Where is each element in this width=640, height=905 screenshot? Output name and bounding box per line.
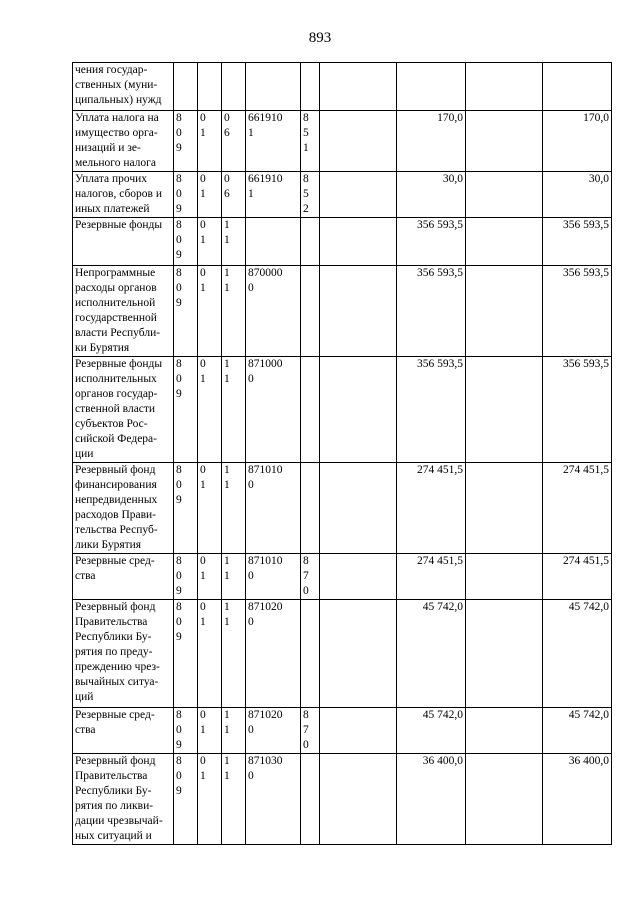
amount-col-3 (466, 172, 543, 218)
expense-type-code: 8 7 0 (301, 708, 320, 754)
amount-col-3 (466, 554, 543, 600)
row-name: Резервные сред- ства (73, 554, 174, 600)
article-code: 661910 1 (246, 172, 301, 218)
article-code (246, 63, 301, 111)
row-name: Резервные фонды (73, 218, 174, 266)
amount-col-2 (397, 63, 466, 111)
row-name: Резервные фонды исполнительных органов государ- ственной власти субъектов Рос- сийской Федера- ции (73, 357, 174, 463)
amount-col-2: 30,0 (397, 172, 466, 218)
amount-col-1 (320, 754, 397, 845)
amount-col-1 (320, 357, 397, 463)
table-row (73, 218, 612, 266)
amount-col-1 (320, 463, 397, 554)
amount-col-2: 274 451,5 (397, 554, 466, 600)
ministry-code: 8 0 9 (174, 554, 198, 600)
amount-col-2: 356 593,5 (397, 218, 466, 266)
section-code: 0 1 (198, 708, 222, 754)
page-number: 893 (308, 30, 332, 46)
amount-col-1 (320, 63, 397, 111)
amount-col-1 (320, 600, 397, 708)
expense-type-code (301, 600, 320, 708)
section-code: 0 1 (198, 172, 222, 218)
subsection-code: 1 1 (222, 600, 246, 708)
article-code: 871010 0 (246, 554, 301, 600)
amount-col-4: 356 593,5 (543, 357, 612, 463)
amount-col-4: 274 451,5 (543, 463, 612, 554)
amount-col-4: 356 593,5 (543, 266, 612, 357)
section-code: 0 1 (198, 600, 222, 708)
amount-col-2: 170,0 (397, 111, 466, 172)
table-row (73, 357, 612, 463)
expense-type-code: 8 5 2 (301, 172, 320, 218)
expense-type-code: 8 5 1 (301, 111, 320, 172)
amount-col-2: 36 400,0 (397, 754, 466, 845)
ministry-code: 8 0 9 (174, 754, 198, 845)
subsection-code: 1 1 (222, 218, 246, 266)
section-code: 0 1 (198, 554, 222, 600)
amount-col-3 (466, 754, 543, 845)
section-code (198, 63, 222, 111)
ministry-code: 8 0 9 (174, 111, 198, 172)
amount-col-2: 356 593,5 (397, 357, 466, 463)
table-row (73, 463, 612, 554)
article-code: 871000 0 (246, 357, 301, 463)
row-name: Резервные сред- ства (73, 708, 174, 754)
article-code (246, 218, 301, 266)
section-code: 0 1 (198, 357, 222, 463)
article-code: 871030 0 (246, 754, 301, 845)
ministry-code: 8 0 9 (174, 266, 198, 357)
table-row (73, 266, 612, 357)
amount-col-4: 45 742,0 (543, 708, 612, 754)
ministry-code: 8 0 9 (174, 218, 198, 266)
amount-col-1 (320, 218, 397, 266)
amount-col-4: 356 593,5 (543, 218, 612, 266)
amount-col-1 (320, 266, 397, 357)
subsection-code: 0 6 (222, 111, 246, 172)
subsection-code: 1 1 (222, 266, 246, 357)
ministry-code (174, 63, 198, 111)
table-row (73, 111, 612, 172)
table-row (73, 754, 612, 845)
section-code: 0 1 (198, 266, 222, 357)
ministry-code: 8 0 9 (174, 463, 198, 554)
amount-col-3 (466, 63, 543, 111)
ministry-code: 8 0 9 (174, 708, 198, 754)
article-code: 871010 0 (246, 463, 301, 554)
amount-col-4: 45 742,0 (543, 600, 612, 708)
table-row (73, 172, 612, 218)
ministry-code: 8 0 9 (174, 600, 198, 708)
amount-col-4: 170,0 (543, 111, 612, 172)
amount-col-4 (543, 63, 612, 111)
amount-col-2: 356 593,5 (397, 266, 466, 357)
article-code: 870000 0 (246, 266, 301, 357)
row-name: Непрограммные расходы органов исполнительной государственной власти Республи- ки Бурятия (73, 266, 174, 357)
amount-col-4: 36 400,0 (543, 754, 612, 845)
expense-type-code (301, 63, 320, 111)
section-code: 0 1 (198, 218, 222, 266)
expense-type-code (301, 218, 320, 266)
amount-col-3 (466, 708, 543, 754)
amount-col-3 (466, 600, 543, 708)
amount-col-2: 45 742,0 (397, 708, 466, 754)
table-row (73, 554, 612, 600)
row-name: Резервный фонд финансирования непредвиденных расходов Прави- тельства Респуб- лики Бурятия (73, 463, 174, 554)
budget-table (72, 62, 612, 845)
expense-type-code (301, 754, 320, 845)
subsection-code: 1 1 (222, 754, 246, 845)
amount-col-3 (466, 218, 543, 266)
ministry-code: 8 0 9 (174, 172, 198, 218)
section-code: 0 1 (198, 754, 222, 845)
amount-col-2: 274 451,5 (397, 463, 466, 554)
article-code: 871020 0 (246, 708, 301, 754)
subsection-code: 0 6 (222, 172, 246, 218)
amount-col-1 (320, 554, 397, 600)
table-row (73, 600, 612, 708)
amount-col-3 (466, 111, 543, 172)
section-code: 0 1 (198, 463, 222, 554)
amount-col-3 (466, 357, 543, 463)
subsection-code: 1 1 (222, 708, 246, 754)
subsection-code: 1 1 (222, 554, 246, 600)
amount-col-1 (320, 172, 397, 218)
expense-type-code (301, 463, 320, 554)
amount-col-4: 30,0 (543, 172, 612, 218)
article-code: 661910 1 (246, 111, 301, 172)
expense-type-code (301, 357, 320, 463)
article-code: 871020 0 (246, 600, 301, 708)
amount-col-4: 274 451,5 (543, 554, 612, 600)
subsection-code (222, 63, 246, 111)
row-name: чения государ- ственных (муни- ципальных) нужд (73, 63, 174, 111)
amount-col-1 (320, 111, 397, 172)
subsection-code: 1 1 (222, 463, 246, 554)
subsection-code: 1 1 (222, 357, 246, 463)
row-name: Резервный фонд Правительства Республики Бу- рятия по ликви- дации чрезвычай- ных ситуаций и (73, 754, 174, 845)
row-name: Уплата налога на имущество орга- низаций и зе- мельного налога (73, 111, 174, 172)
ministry-code: 8 0 9 (174, 357, 198, 463)
section-code: 0 1 (198, 111, 222, 172)
amount-col-2: 45 742,0 (397, 600, 466, 708)
table-body (73, 63, 612, 845)
amount-col-3 (466, 266, 543, 357)
row-name: Уплата прочих налогов, сборов и иных платежей (73, 172, 174, 218)
table-row (73, 708, 612, 754)
expense-type-code (301, 266, 320, 357)
amount-col-1 (320, 708, 397, 754)
table-row (73, 63, 612, 111)
expense-type-code: 8 7 0 (301, 554, 320, 600)
amount-col-3 (466, 463, 543, 554)
row-name: Резервный фонд Правительства Республики Бу- рятия по преду- преждению чрез- вычайных ситуа- ций (73, 600, 174, 708)
